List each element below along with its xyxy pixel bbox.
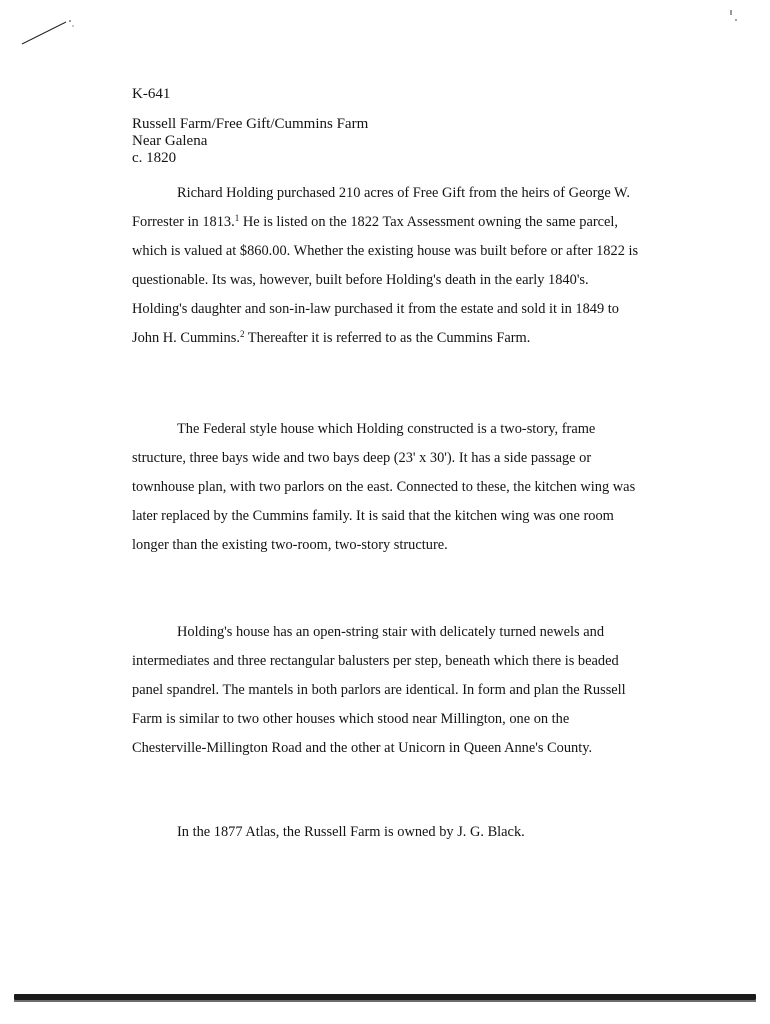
- pen-stroke-mark: [20, 18, 80, 58]
- paragraph-atlas: [132, 818, 642, 847]
- property-date: c. 1820: [132, 150, 177, 166]
- bottom-scan-rule: [14, 994, 756, 1000]
- paragraph-history: [132, 179, 642, 353]
- paragraph-text: Holding's house has an open-string stair with delicately turned newels and intermediates and three rectangular balusters per step, beneath which there is beaded panel spandrel. The mantels in both parlors are identical. In form and plan the Russell Farm is similar to two other houses which stood near Millington, one on the Chesterville-Millington Road and the other at Unicorn in Queen Anne's County.: [132, 624, 626, 756]
- paragraph-text: He is listed on the 1822 Tax Assessment owning the same parcel, which is valued at $860.00. Whether the existing house was built before or after 1822 is questionable. Its was, however, built before Holding's death in the early 1840's. Holding's daughter and son-in-law purchased it from the estate and sold it in 1849 to John H. Cummins.: [132, 214, 639, 346]
- paragraph-text: Richard Holding purchased 210 acres of Free Gift from the heirs of George W. Forrester in 1813.: [132, 185, 630, 230]
- footnote-marker: 2: [239, 329, 245, 339]
- property-location: Near Galena: [132, 133, 208, 149]
- paragraph-interior: [132, 618, 642, 763]
- paragraph-text: In the 1877 Atlas, the Russell Farm is owned by J. G. Black.: [177, 824, 525, 840]
- paragraph-structure: [132, 415, 642, 560]
- footnote-marker: 1: [234, 213, 240, 223]
- paragraph-text: Thereafter it is referred to as the Cummins Farm.: [244, 330, 531, 346]
- property-name: Russell Farm/Free Gift/Cummins Farm: [132, 116, 369, 132]
- paragraph-text: The Federal style house which Holding constructed is a two-story, frame structure, three bays wide and two bays deep (23' x 30'). It has a side passage or townhouse plan, with two parlors on the east. Connected to these, the kitchen wing was later replaced by the Cummins family. It is said that the kitchen wing was one room longer than the existing two-room, two-story structure.: [132, 421, 636, 553]
- reference-code: K-641: [132, 86, 171, 102]
- document-header: [132, 86, 368, 167]
- scan-speck-mark: [725, 6, 745, 26]
